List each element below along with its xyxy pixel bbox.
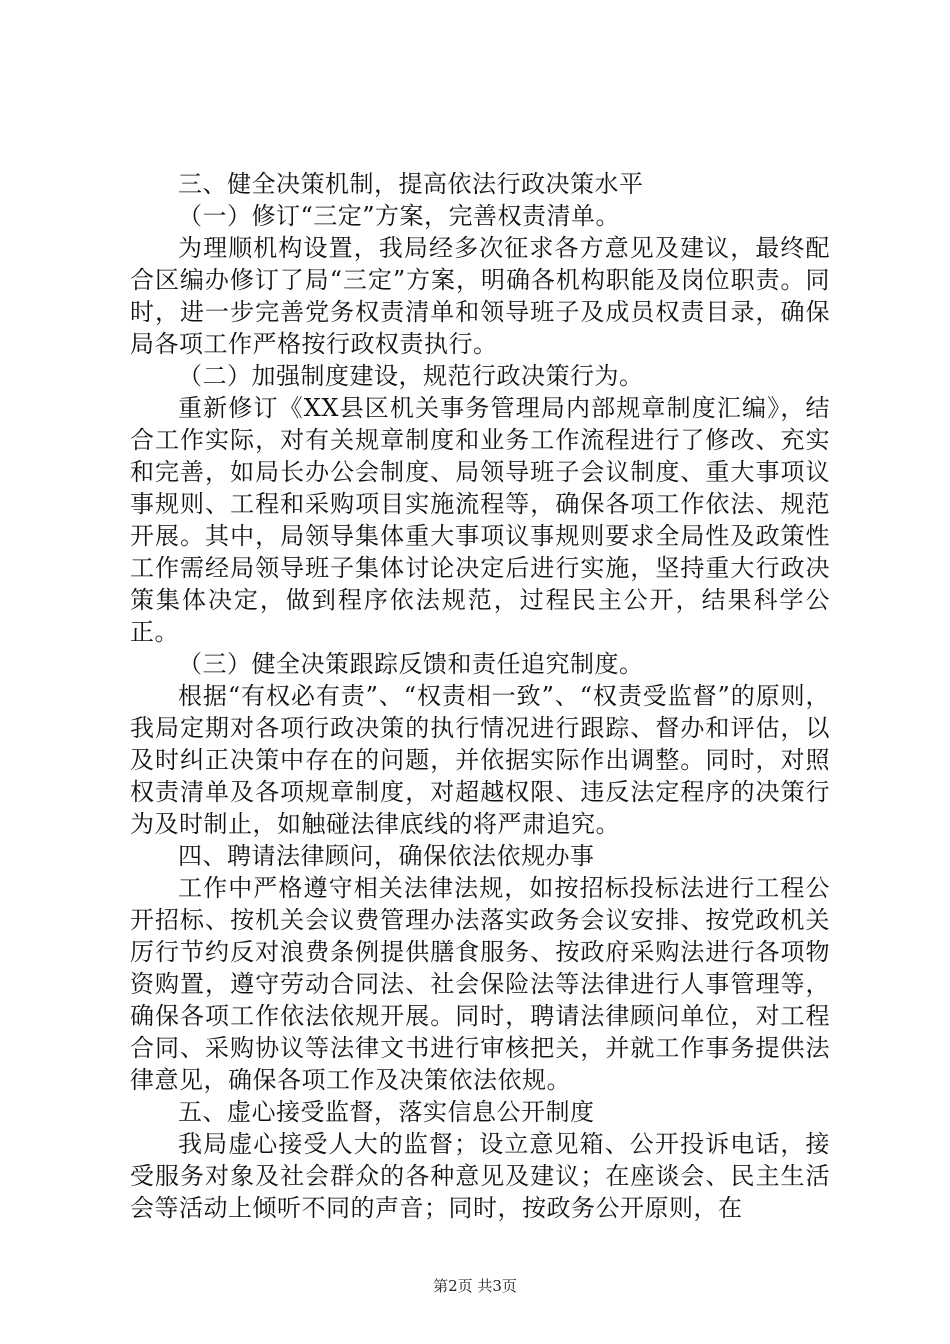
body-paragraph: 为理顺机构设置，我局经多次征求各方意见及建议，最终配合区编办修订了局“三定”方案，明确各机构职能及岗位职责。同时，进一步完善党务权责清单和领导班子及成员权责目录，确保局各项工作严格按行政权责执行。 [130, 234, 830, 358]
body-paragraph: 工作中严格遵守相关法律法规，如按招标投标法进行工程公开招标、按机关会议费管理办法落实政务会议安排、按党政机关厉行节约反对浪费条例提供膳食服务、按政府采购法进行各项物资购置，遵守劳动合同法、社会保险法等法律进行人事管理等，确保各项工作依法依规开展。同时，聘请法律顾问单位，对工程合同、采购协议等法律文书进行审核把关，并就工作事务提供法律意见，确保各项工作及决策依法依规。 [130, 874, 830, 1094]
page-footer [0, 1276, 950, 1296]
section-heading-4: 四、聘请法律顾问，确保依法依规办事 [178, 842, 595, 870]
page-number: 第2页 共3页 [433, 1277, 517, 1295]
body-paragraph: 我局虚心接受人大的监督；设立意见箱、公开投诉电话，接受服务对象及社会群众的各种意见及建议；在座谈会、民主生活会等活动上倾听不同的声音；同时，按政务公开原则，在 [130, 1130, 830, 1222]
body-paragraph: 根据“有权必有责”、“权责相一致”、“权责受监督”的原则，我局定期对各项行政决策的执行情况进行跟踪、督办和评估，以及时纠正决策中存在的问题，并依据实际作出调整。同时，对照权责清单及各项规章制度，对超越权限、违反法定程序的决策行为及时制止，如触碰法律底线的将严肃追究。 [130, 682, 830, 838]
body-paragraph: 重新修订《XX县区机关事务管理局内部规章制度汇编》，结合工作实际，对有关规章制度和业务工作流程进行了修改、充实和完善，如局长办公会制度、局领导班子会议制度、重大事项议事规则、工程和采购项目实施流程等，确保各项工作依法、规范开展。其中，局领导集体重大事项议事规则要求全局性及政策性工作需经局领导班子集体讨论决定后进行实施，坚持重大行政决策集体决定，做到程序依法规范，过程民主公开，结果科学公正。 [130, 394, 830, 646]
subheading-3-1: （一）修订“三定”方案，完善权责清单。 [178, 202, 621, 230]
subheading-3-2: （二）加强制度建设，规范行政决策行为。 [178, 362, 644, 390]
section-heading-5: 五、虚心接受监督，落实信息公开制度 [178, 1098, 595, 1126]
subheading-3-3: （三）健全决策跟踪反馈和责任追究制度。 [178, 650, 644, 678]
document-body [130, 168, 830, 1224]
section-heading-3: 三、健全决策机制，提高依法行政决策水平 [178, 170, 644, 198]
